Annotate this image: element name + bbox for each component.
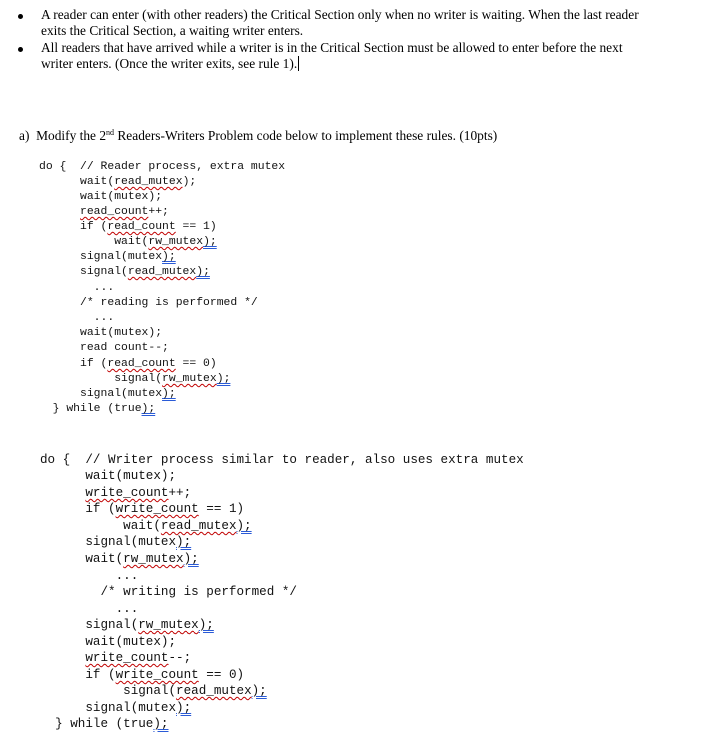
code-line: wait(rw_mutex); bbox=[39, 236, 217, 248]
code-line: read count--; bbox=[39, 342, 169, 354]
code-line: wait(read_mutex); bbox=[40, 519, 252, 533]
question-suffix: Readers-Writers Problem code below to implement these rules. (10pts) bbox=[114, 128, 498, 143]
code-line: signal(mutex); bbox=[40, 535, 192, 549]
code-line: signal(mutex); bbox=[40, 701, 192, 715]
text-cursor bbox=[298, 56, 299, 71]
code-line: if (read_count == 1) bbox=[39, 221, 217, 233]
code-line: do { // Reader process, extra mutex bbox=[39, 161, 286, 173]
code-line: wait(mutex); bbox=[40, 635, 177, 649]
code-line: signal(rw_mutex); bbox=[40, 618, 214, 632]
code-line: wait(mutex); bbox=[40, 469, 177, 483]
code-line: if (read_count == 0) bbox=[39, 358, 217, 370]
code-line: /* writing is performed */ bbox=[40, 585, 297, 599]
code-line: ... bbox=[39, 312, 115, 324]
code-line: wait(rw_mutex); bbox=[40, 552, 199, 566]
code-line: read_count++; bbox=[80, 206, 169, 218]
code-line: wait(mutex); bbox=[39, 191, 163, 203]
code-line: signal(rw_mutex); bbox=[39, 373, 231, 385]
code-line: signal(read_mutex); bbox=[39, 266, 210, 278]
bullet-line: exits the Critical Section, a waiting writer enters. bbox=[41, 23, 304, 38]
bullet-line: A reader can enter (with other readers) the Critical Section only when no writer is waiting. When the last reader bbox=[41, 7, 639, 22]
code-line: signal(read_mutex); bbox=[40, 684, 267, 698]
code-line: ... bbox=[40, 602, 139, 616]
code-line: write_count++; bbox=[85, 486, 192, 500]
question-prefix: a) Modify the 2 bbox=[19, 128, 107, 143]
code-line: } while (true); bbox=[40, 717, 169, 731]
bullet-line bbox=[41, 56, 711, 72]
code-line: if (write_count == 1) bbox=[40, 502, 245, 516]
code-line: wait(read_mutex); bbox=[39, 176, 197, 188]
question-heading[interactable] bbox=[19, 128, 497, 144]
bullet-line-text: writer enters. (Once the writer exits, see rule 1). bbox=[41, 56, 298, 71]
question-superscript: nd bbox=[106, 128, 115, 137]
bullet-text[interactable] bbox=[41, 7, 711, 39]
code-line: ... bbox=[40, 569, 139, 583]
code-line: write_count--; bbox=[85, 651, 192, 665]
code-line: ... bbox=[39, 282, 115, 294]
code-line: signal(mutex); bbox=[39, 251, 176, 263]
bullet-text[interactable] bbox=[41, 40, 711, 72]
code-line: wait(mutex); bbox=[39, 327, 163, 339]
code-line: do { // Writer process similar to reader, also uses extra mutex bbox=[40, 453, 524, 467]
code-line: /* reading is performed */ bbox=[39, 297, 258, 309]
bullet-icon bbox=[18, 14, 23, 19]
bullet-icon bbox=[18, 47, 23, 52]
bullet-line: All readers that have arrived while a writer is in the Critical Section must be allowed to enter before the next bbox=[41, 40, 623, 55]
code-line: signal(mutex); bbox=[39, 388, 176, 400]
code-line: if (write_count == 0) bbox=[40, 668, 245, 682]
code-line: } while (true); bbox=[39, 403, 156, 415]
